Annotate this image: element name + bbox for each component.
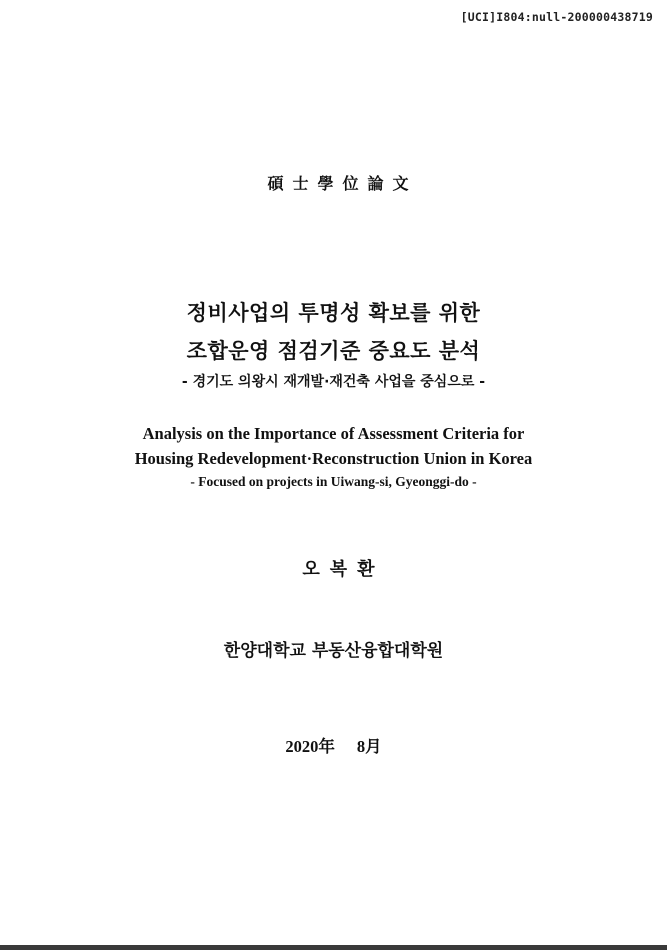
- english-title-line-1: Analysis on the Importance of Assessment Criteria for: [142, 424, 525, 443]
- page-bottom-bar: [0, 945, 667, 950]
- degree-type: 碩士學位論文: [267, 174, 418, 193]
- korean-title-line-2: 조합운영 점검기준 중요도 분석: [186, 339, 481, 363]
- korean-title-line-1: 정비사업의 투명성 확보를 위한: [186, 301, 481, 325]
- institution-name: 한양대학교 부동산융합대학원: [223, 641, 444, 661]
- date-year: 2020年: [285, 737, 335, 756]
- submission-date: [0, 733, 667, 757]
- date-month: 8月: [356, 737, 382, 756]
- english-subtitle: - Focused on projects in Uiwang-si, Gyeonggi-do -: [190, 474, 477, 489]
- korean-subtitle: - 경기도 의왕시 재개발·재건축 사업을 중심으로 -: [181, 374, 486, 390]
- english-title-line-2: Housing Redevelopment·Reconstruction Union in Korea: [134, 449, 533, 468]
- author-name: 오복환: [302, 559, 385, 580]
- uci-identifier: [UCI]I804:null-200000438719: [460, 10, 653, 24]
